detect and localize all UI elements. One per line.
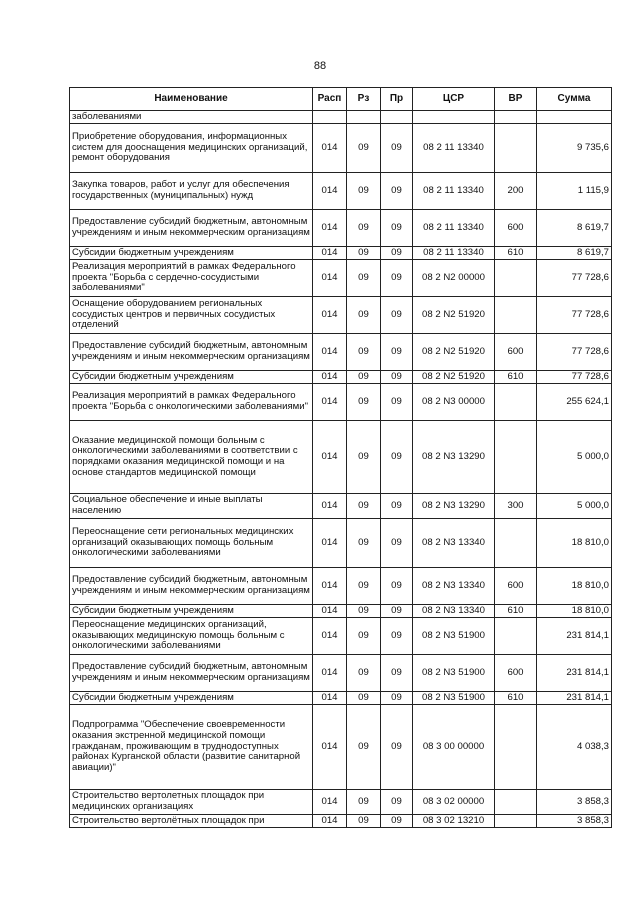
row-name-cell: Предоставление субсидий бюджетным, автономным учреждениям и иным некоммерческим организациям: [70, 655, 313, 692]
row-sum-cell: 231 814,1: [537, 618, 612, 655]
row-rasp-cell: 014: [313, 605, 347, 618]
row-csr-cell: 08 2 N3 51900: [413, 618, 495, 655]
row-vr-cell: [495, 260, 537, 297]
row-pr-cell: 09: [381, 568, 413, 605]
row-rasp-cell: 014: [313, 210, 347, 247]
row-csr-cell: 08 3 02 13210: [413, 815, 495, 828]
row-name-cell: Предоставление субсидий бюджетным, автономным учреждениям и иным некоммерческим организациям: [70, 334, 313, 371]
row-rz-cell: 09: [347, 173, 381, 210]
row-vr-cell: 600: [495, 655, 537, 692]
row-rz-cell: 09: [347, 421, 381, 494]
row-rz-cell: 09: [347, 618, 381, 655]
row-rasp-cell: 014: [313, 568, 347, 605]
table-row: [70, 705, 612, 790]
row-pr-cell: 09: [381, 519, 413, 568]
row-vr-cell: 200: [495, 173, 537, 210]
row-rz-cell: 09: [347, 334, 381, 371]
row-rasp-cell: 014: [313, 618, 347, 655]
row-rasp-cell: 014: [313, 384, 347, 421]
table-row: [70, 124, 612, 173]
row-rz-cell: 09: [347, 297, 381, 334]
row-sum-cell: 18 810,0: [537, 568, 612, 605]
table-row: [70, 655, 612, 692]
row-pr-cell: 09: [381, 655, 413, 692]
row-vr-cell: [495, 815, 537, 828]
row-name-cell: Подпрограмма "Обеспечение своевременности оказания экстренной медицинской помощи гражданам, проживающим в труднодоступных районах Курганской области (развитие санитарной авиации)": [70, 705, 313, 790]
table-row: [70, 334, 612, 371]
row-pr-cell: 09: [381, 605, 413, 618]
row-pr-cell: 09: [381, 260, 413, 297]
row-vr-cell: 610: [495, 605, 537, 618]
table-body: [70, 111, 612, 828]
row-pr-cell: 09: [381, 371, 413, 384]
page-number: 88: [313, 60, 327, 72]
row-sum-cell: 231 814,1: [537, 655, 612, 692]
row-vr-cell: 300: [495, 494, 537, 519]
row-rz-cell: 09: [347, 210, 381, 247]
row-sum-cell: 18 810,0: [537, 519, 612, 568]
header-csr: ЦСР: [413, 88, 495, 111]
table-row: [70, 210, 612, 247]
row-sum-cell: 5 000,0: [537, 494, 612, 519]
row-rz-cell: 09: [347, 815, 381, 828]
row-name-cell: Закупка товаров, работ и услуг для обеспечения государственных (муниципальных) нужд: [70, 173, 313, 210]
row-rz-cell: 09: [347, 655, 381, 692]
row-sum-cell: 18 810,0: [537, 605, 612, 618]
row-csr-cell: 08 2 N2 51920: [413, 334, 495, 371]
row-csr-cell: 08 2 11 13340: [413, 124, 495, 173]
row-csr-cell: 08 2 N3 13290: [413, 494, 495, 519]
table-row: [70, 815, 612, 828]
row-name-cell: Субсидии бюджетным учреждениям: [70, 605, 313, 618]
row-vr-cell: [495, 111, 537, 124]
row-rz-cell: 09: [347, 260, 381, 297]
header-sum: Сумма: [537, 88, 612, 111]
header-pr: Пр: [381, 88, 413, 111]
table-row: [70, 111, 612, 124]
row-rz-cell: 09: [347, 384, 381, 421]
row-pr-cell: [381, 111, 413, 124]
row-vr-cell: 600: [495, 568, 537, 605]
row-name-cell: Реализация мероприятий в рамках Федерального проекта "Борьба с сердечно-сосудистыми заболеваниями": [70, 260, 313, 297]
row-pr-cell: 09: [381, 334, 413, 371]
header-rz: Рз: [347, 88, 381, 111]
row-vr-cell: [495, 790, 537, 815]
header-rasp: Расп: [313, 88, 347, 111]
row-pr-cell: 09: [381, 494, 413, 519]
row-rasp-cell: 014: [313, 494, 347, 519]
row-sum-cell: 77 728,6: [537, 297, 612, 334]
row-pr-cell: 09: [381, 124, 413, 173]
row-vr-cell: 610: [495, 247, 537, 260]
row-pr-cell: 09: [381, 210, 413, 247]
row-name-cell: Приобретение оборудования, информационных систем для дооснащения медицинских организаций, ремонт оборудования: [70, 124, 313, 173]
row-sum-cell: 231 814,1: [537, 692, 612, 705]
row-rasp-cell: 014: [313, 371, 347, 384]
row-csr-cell: 08 2 N2 00000: [413, 260, 495, 297]
row-csr-cell: 08 2 11 13340: [413, 173, 495, 210]
row-sum-cell: 255 624,1: [537, 384, 612, 421]
row-vr-cell: [495, 384, 537, 421]
table-header-row: [70, 88, 612, 111]
row-rz-cell: 09: [347, 790, 381, 815]
row-name-cell: Переоснащение медицинских организаций, оказывающих медицинскую помощь больным с онкологическими заболеваниями: [70, 618, 313, 655]
row-name-cell: Предоставление субсидий бюджетным, автономным учреждениям и иным некоммерческим организациям: [70, 568, 313, 605]
row-rasp-cell: 014: [313, 655, 347, 692]
row-csr-cell: 08 2 N3 51900: [413, 655, 495, 692]
table-row: [70, 519, 612, 568]
header-vr: ВР: [495, 88, 537, 111]
row-rasp-cell: 014: [313, 260, 347, 297]
row-pr-cell: 09: [381, 384, 413, 421]
row-rasp-cell: 014: [313, 692, 347, 705]
row-vr-cell: 600: [495, 210, 537, 247]
row-csr-cell: 08 2 N3 51900: [413, 692, 495, 705]
row-rasp-cell: [313, 111, 347, 124]
row-rasp-cell: 014: [313, 519, 347, 568]
row-name-cell: Предоставление субсидий бюджетным, автономным учреждениям и иным некоммерческим организациям: [70, 210, 313, 247]
row-rz-cell: 09: [347, 371, 381, 384]
row-name-cell: заболеваниями: [70, 111, 313, 124]
header-name: Наименование: [70, 88, 313, 111]
row-rz-cell: 09: [347, 519, 381, 568]
row-name-cell: Реализация мероприятий в рамках Федерального проекта "Борьба с онкологическими заболеваниями": [70, 384, 313, 421]
row-pr-cell: 09: [381, 790, 413, 815]
row-csr-cell: 08 2 11 13340: [413, 210, 495, 247]
row-csr-cell: 08 2 N2 51920: [413, 371, 495, 384]
row-pr-cell: 09: [381, 705, 413, 790]
row-vr-cell: [495, 519, 537, 568]
row-rz-cell: 09: [347, 705, 381, 790]
row-sum-cell: 77 728,6: [537, 371, 612, 384]
row-name-cell: Оказание медицинской помощи больным с онкологическими заболеваниями в соответствии с порядками оказания медицинской помощи и на основе стандартов медицинской помощи: [70, 421, 313, 494]
row-vr-cell: [495, 297, 537, 334]
table-row: [70, 384, 612, 421]
row-pr-cell: 09: [381, 173, 413, 210]
row-sum-cell: 4 038,3: [537, 705, 612, 790]
table-row: [70, 605, 612, 618]
row-rasp-cell: 014: [313, 173, 347, 210]
row-sum-cell: 77 728,6: [537, 334, 612, 371]
row-csr-cell: 08 2 N3 13340: [413, 605, 495, 618]
row-rz-cell: 09: [347, 692, 381, 705]
table-row: [70, 421, 612, 494]
row-rasp-cell: 014: [313, 705, 347, 790]
row-name-cell: Социальное обеспечение и иные выплаты населению: [70, 494, 313, 519]
row-vr-cell: [495, 124, 537, 173]
row-csr-cell: 08 3 02 00000: [413, 790, 495, 815]
row-vr-cell: [495, 421, 537, 494]
table-row: [70, 173, 612, 210]
row-name-cell: Субсидии бюджетным учреждениям: [70, 247, 313, 260]
table-row: [70, 618, 612, 655]
row-sum-cell: 77 728,6: [537, 260, 612, 297]
row-csr-cell: 08 2 N3 13340: [413, 568, 495, 605]
row-rz-cell: 09: [347, 494, 381, 519]
row-pr-cell: 09: [381, 815, 413, 828]
row-name-cell: Строительство вертолётных площадок при: [70, 815, 313, 828]
row-pr-cell: 09: [381, 618, 413, 655]
row-sum-cell: 9 735,6: [537, 124, 612, 173]
row-sum-cell: 3 858,3: [537, 815, 612, 828]
row-csr-cell: 08 2 N3 00000: [413, 384, 495, 421]
row-rz-cell: 09: [347, 568, 381, 605]
row-sum-cell: 8 619,7: [537, 210, 612, 247]
budget-table: [69, 87, 612, 828]
row-vr-cell: 600: [495, 334, 537, 371]
row-vr-cell: 610: [495, 692, 537, 705]
row-csr-cell: 08 2 11 13340: [413, 247, 495, 260]
row-vr-cell: [495, 618, 537, 655]
row-sum-cell: 5 000,0: [537, 421, 612, 494]
row-pr-cell: 09: [381, 297, 413, 334]
row-rasp-cell: 014: [313, 124, 347, 173]
row-pr-cell: 09: [381, 692, 413, 705]
row-rz-cell: 09: [347, 605, 381, 618]
table-row: [70, 494, 612, 519]
row-name-cell: Субсидии бюджетным учреждениям: [70, 371, 313, 384]
row-csr-cell: 08 2 N2 51920: [413, 297, 495, 334]
table-row: [70, 568, 612, 605]
row-csr-cell: 08 2 N3 13290: [413, 421, 495, 494]
table-row: [70, 247, 612, 260]
table-row: [70, 790, 612, 815]
row-rasp-cell: 014: [313, 334, 347, 371]
row-csr-cell: 08 3 00 00000: [413, 705, 495, 790]
row-rasp-cell: 014: [313, 790, 347, 815]
row-sum-cell: 8 619,7: [537, 247, 612, 260]
table-row: [70, 260, 612, 297]
row-rasp-cell: 014: [313, 247, 347, 260]
row-name-cell: Переоснащение сети региональных медицинских организаций оказывающих помощь больным онкологическими заболеваниями: [70, 519, 313, 568]
row-sum-cell: 3 858,3: [537, 790, 612, 815]
row-pr-cell: 09: [381, 247, 413, 260]
row-name-cell: Строительство вертолетных площадок при медицинских организациях: [70, 790, 313, 815]
row-name-cell: Оснащение оборудованием региональных сосудистых центров и первичных сосудистых отделений: [70, 297, 313, 334]
row-rasp-cell: 014: [313, 297, 347, 334]
row-sum-cell: 1 115,9: [537, 173, 612, 210]
row-vr-cell: 610: [495, 371, 537, 384]
row-rz-cell: 09: [347, 124, 381, 173]
row-csr-cell: [413, 111, 495, 124]
row-rz-cell: [347, 111, 381, 124]
table-row: [70, 297, 612, 334]
row-rz-cell: 09: [347, 247, 381, 260]
table-row: [70, 371, 612, 384]
row-rasp-cell: 014: [313, 421, 347, 494]
row-csr-cell: 08 2 N3 13340: [413, 519, 495, 568]
row-name-cell: Субсидии бюджетным учреждениям: [70, 692, 313, 705]
row-rasp-cell: 014: [313, 815, 347, 828]
row-vr-cell: [495, 705, 537, 790]
row-sum-cell: [537, 111, 612, 124]
row-pr-cell: 09: [381, 421, 413, 494]
table-row: [70, 692, 612, 705]
